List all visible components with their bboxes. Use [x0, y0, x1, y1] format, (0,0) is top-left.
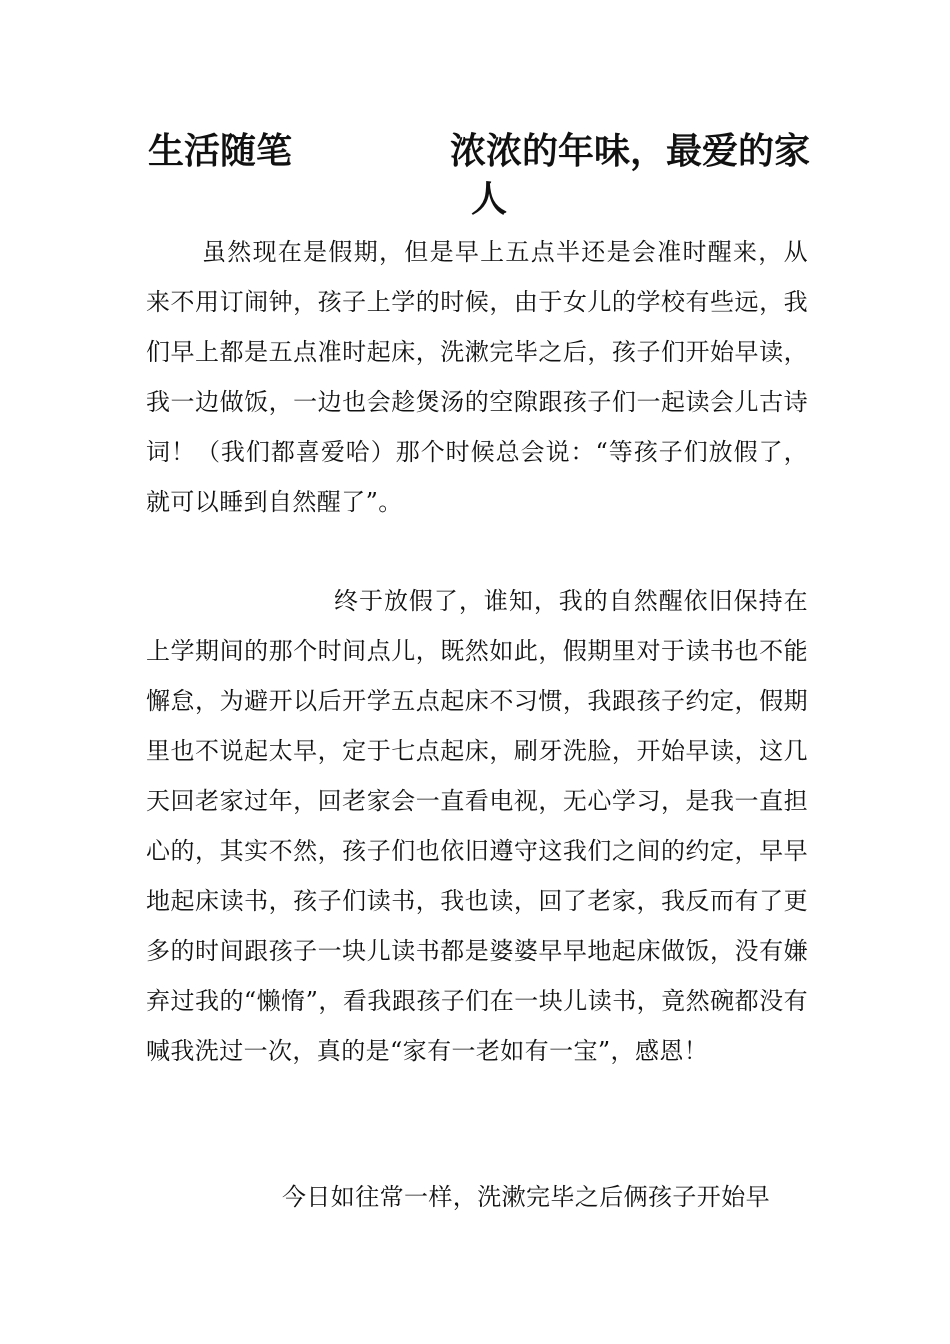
title-line-1 [148, 128, 810, 176]
document-title [148, 128, 810, 224]
paragraph-3: 今日如往常一样，洗漱完毕之后俩孩子开始早 [282, 1183, 770, 1211]
title-main-line-1: 浓浓的年味，最爱的家 [449, 131, 810, 172]
title-category: 生活随笔 [148, 131, 293, 172]
title-main-line-2: 人 [470, 179, 507, 220]
paragraph-1: 虽然现在是假期，但是早上五点半还是会准时醒来，从来不用订闹钟，孩子上学的时候，由于女儿的学校有些远，我们早上都是五点准时起床，洗漱完毕之后，孩子们开始早读，我一边做饭，一边也会趁煲汤的空隙跟孩子们一起读会儿古诗词！（我们都喜爱哈）那个时候总会说：“等孩子们放假了，就可以睡到自然醒了”。 [146, 238, 808, 516]
paragraph-2: 终于放假了，谁知，我的自然醒依旧保持在上学期间的那个时间点儿，既然如此，假期里对于读书也不能懈怠，为避开以后开学五点起床不习惯，我跟孩子约定，假期里也不说起太早，定于七点起床，刷牙洗脸，开始早读，这几天回老家过年，回老家会一直看电视，无心学习，是我一直担心的，其实不然，孩子们也依旧遵守这我们之间的约定，早早地起床读书，孩子们读书，我也读，回了老家，我反而有了更多的时间跟孩子一块儿读书都是婆婆早早地起床做饭，没有嫌弃过我的“懒惰”，看我跟孩子们在一块儿读书，竟然碗都没有喊我洗过一次，真的是“家有一老如有一宝”，感恩！ [146, 587, 808, 1065]
